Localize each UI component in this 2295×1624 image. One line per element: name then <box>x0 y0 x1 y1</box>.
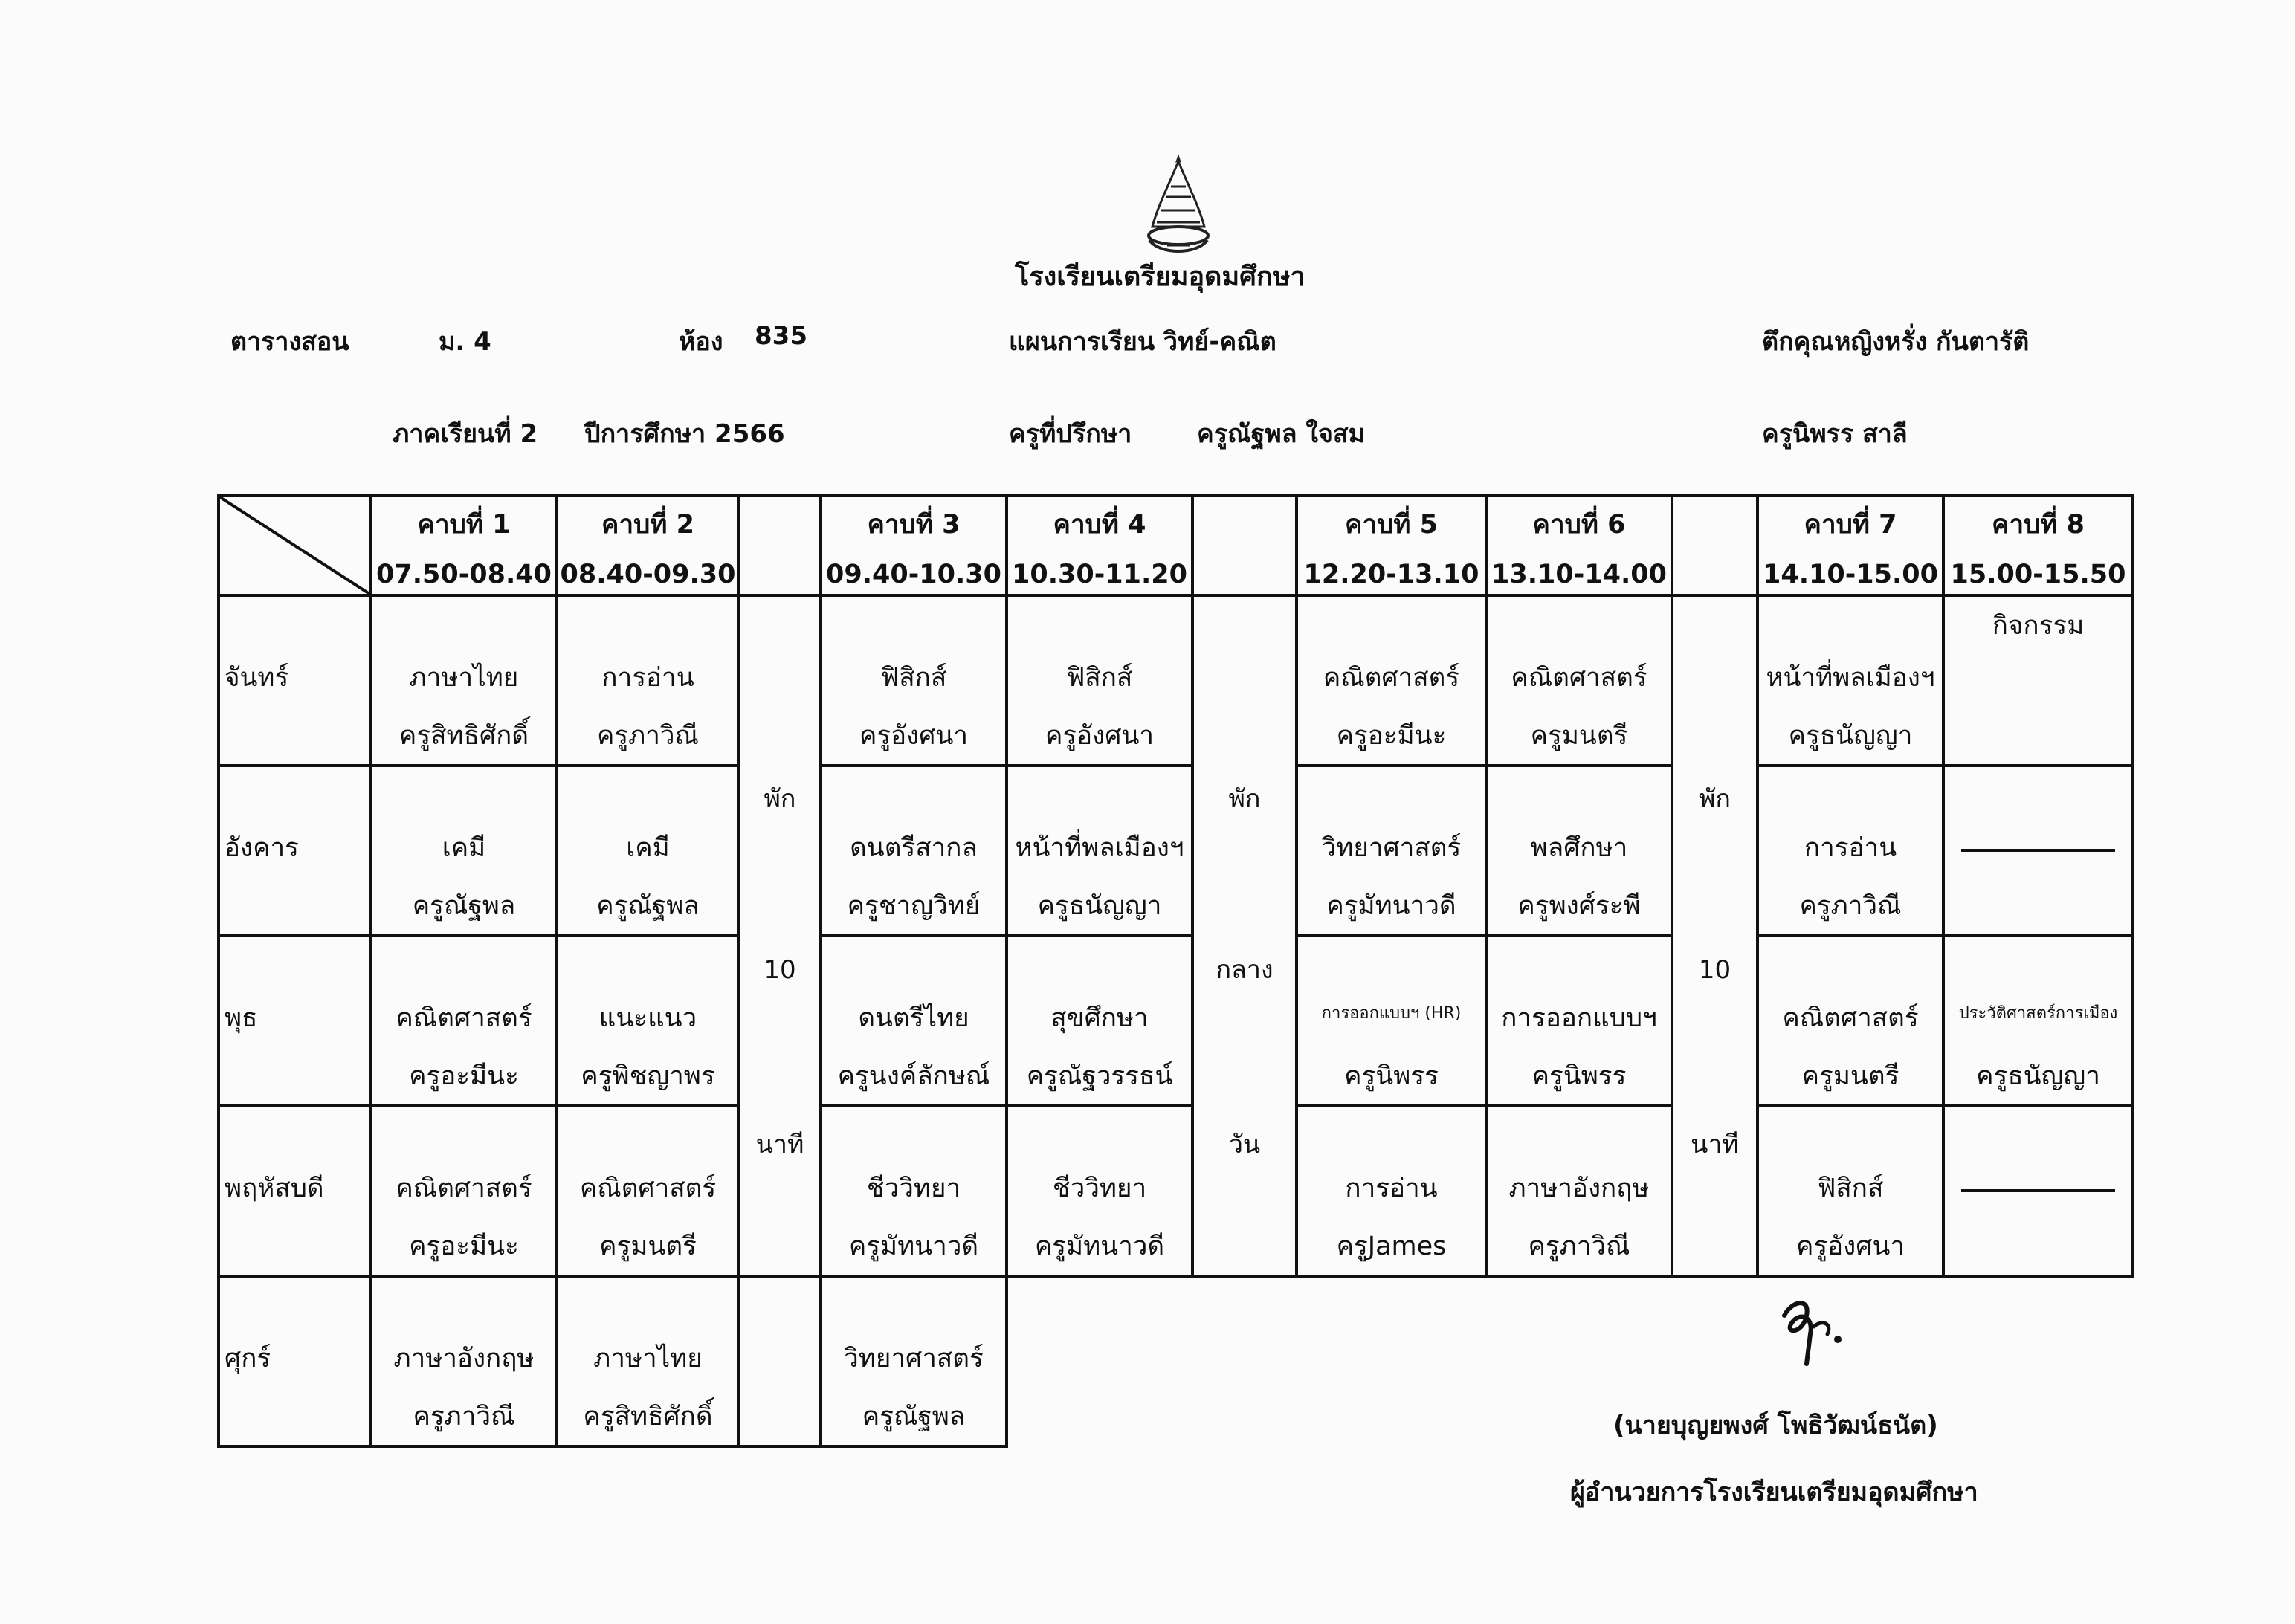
teacher-name: ครูณัฐพล <box>412 891 516 921</box>
period-time: 15.00-15.50 <box>1950 560 2126 589</box>
class-slot <box>1007 1106 1192 1276</box>
class-slot <box>1757 1106 1943 1276</box>
period-header <box>1007 496 1192 595</box>
class-slot <box>1486 1106 1672 1276</box>
subject-name: ฟิสิกส์ <box>880 663 947 693</box>
teacher-name: ครูณัฐวรรธน์ <box>1026 1061 1173 1091</box>
period-time: 14.10-15.00 <box>1763 560 1938 589</box>
class-slot <box>1486 936 1672 1106</box>
break-text: 10 <box>1698 955 1731 985</box>
morning-break-cell <box>739 595 821 1276</box>
study-program: แผนการเรียน วิทย์-คณิต <box>1009 327 1276 357</box>
class-slot <box>821 766 1007 936</box>
class-slot <box>1007 936 1192 1106</box>
day-row <box>219 936 2133 1106</box>
period-time: 13.10-14.00 <box>1491 560 1667 589</box>
subject-name: เคมี <box>626 833 670 863</box>
period-label: คาบที่ 7 <box>1804 510 1897 540</box>
lunch-header <box>1192 496 1297 595</box>
break-text: นาที <box>1691 1130 1739 1159</box>
signature-mark <box>1769 1293 1851 1368</box>
empty-slot-line <box>1961 849 2115 852</box>
break-text: วัน <box>1228 1130 1261 1159</box>
day-name-cell <box>219 1276 371 1446</box>
class-slot <box>1297 936 1486 1106</box>
grade-level: ม. 4 <box>439 327 491 357</box>
subject-name: การอ่าน <box>601 663 694 693</box>
period-label: คาบที่ 1 <box>417 510 511 540</box>
subject-name: การอ่าน <box>1345 1174 1438 1203</box>
subject-name: ฟิสิกส์ <box>1066 663 1133 693</box>
activity-label: กิจกรรม <box>1992 611 2085 641</box>
teacher-name: ครูมนตรี <box>1530 721 1628 751</box>
day-name: พฤหัสบดี <box>225 1174 324 1203</box>
break-header <box>1672 496 1757 595</box>
class-slot <box>557 766 739 936</box>
advisor-label: ครูที่ปรึกษา <box>1009 419 1132 449</box>
class-slot <box>1007 595 1192 766</box>
school-name: โรงเรียนเตรียมอุดมศึกษา <box>1015 262 1305 292</box>
teacher-name: ครูมัทนาวดี <box>1326 891 1456 921</box>
teacher-name: ครูมัทนาวดี <box>848 1232 979 1261</box>
class-slot <box>557 595 739 766</box>
period-header <box>1757 496 1943 595</box>
class-slot <box>1943 595 2133 766</box>
period-label: คาบที่ 6 <box>1532 510 1626 540</box>
teacher-name: ครูมนตรี <box>1801 1061 1899 1091</box>
semester: ภาคเรียนที่ 2 <box>393 419 538 449</box>
subject-name: ประวัติศาสตร์การเมือง <box>1958 1004 2118 1023</box>
teacher-name: ครูอะมีนะ <box>409 1232 519 1261</box>
teacher-name: ครูมนตรี <box>599 1232 697 1261</box>
class-slot <box>371 595 557 766</box>
teacher-name: ครูธนัญญา <box>1037 891 1162 921</box>
period-time: 08.40-09.30 <box>560 560 736 589</box>
subject-name: ชีววิทยา <box>1052 1174 1147 1203</box>
subject-name: สุขศึกษา <box>1050 1003 1149 1033</box>
subject-name: พลศึกษา <box>1530 833 1628 863</box>
day-row <box>219 1106 2133 1276</box>
class-slot <box>1486 595 1672 766</box>
class-slot <box>371 1276 557 1446</box>
period-time: 12.20-13.10 <box>1303 560 1479 589</box>
subject-name: ดนตรีไทย <box>858 1003 969 1033</box>
teacher-name: ครูอังศนา <box>859 721 969 751</box>
break-text: พัก <box>1228 784 1261 814</box>
class-slot <box>1007 766 1192 936</box>
subject-name: ภาษาอังกฤษ <box>393 1344 535 1374</box>
period-header <box>1486 496 1672 595</box>
period-label: คาบที่ 3 <box>867 510 961 540</box>
teacher-name: ครูธนัญญา <box>1788 721 1913 751</box>
subject-name: คณิตศาสตร์ <box>579 1174 717 1203</box>
period-header <box>371 496 557 595</box>
class-slot <box>371 1106 557 1276</box>
teacher-name: ครูพงศ์ระพี <box>1517 891 1641 921</box>
subject-name: วิทยาศาสตร์ <box>844 1344 984 1374</box>
teacher-name: ครูมัทนาวดี <box>1034 1232 1165 1261</box>
break-text: พัก <box>764 784 796 814</box>
day-row <box>219 595 2133 766</box>
day-name: ศุกร์ <box>225 1344 271 1374</box>
subject-name: คณิตศาสตร์ <box>1782 1003 1919 1033</box>
empty-slot-line <box>1961 1189 2115 1192</box>
class-slot <box>1943 936 2133 1106</box>
teacher-name: ครูภาวิณี <box>1528 1232 1630 1261</box>
corner-cell <box>219 496 371 595</box>
day-name-cell <box>219 766 371 936</box>
break-text: พัก <box>1699 784 1731 814</box>
period-time: 07.50-08.40 <box>376 560 552 589</box>
class-slot <box>557 1276 739 1446</box>
class-slot <box>821 1106 1007 1276</box>
class-slot <box>1757 936 1943 1106</box>
signer-name: (นายบุญยพงศ์ โพธิวัฒน์ธนัต) <box>1613 1411 1938 1440</box>
advisor-name-1: ครูณัฐพล ใจสม <box>1197 419 1366 449</box>
class-slot <box>821 595 1007 766</box>
day-name-cell <box>219 595 371 766</box>
teacher-name: ครูนิพรร <box>1344 1061 1439 1091</box>
teacher-name: ครูอะมีนะ <box>409 1061 519 1091</box>
class-slot <box>1757 766 1943 936</box>
period-header <box>1297 496 1486 595</box>
subject-name: การออกแบบฯ (HR) <box>1321 1004 1462 1023</box>
day-name: อังคาร <box>225 833 299 863</box>
subject-name: คณิตศาสตร์ <box>1511 663 1647 693</box>
period-label: คาบที่ 4 <box>1053 510 1146 540</box>
advisor-name-2: ครูนิพรร สาลี <box>1762 419 1908 449</box>
teacher-name: ครูณัฐพล <box>862 1402 966 1431</box>
teacher-name: ครูอังศนา <box>1045 721 1155 751</box>
lunch-break-cell <box>1192 595 1297 1276</box>
subject-name: ฟิสิกส์ <box>1817 1174 1884 1203</box>
break-header <box>739 496 821 595</box>
header-row <box>219 496 2133 595</box>
subject-name: เคมี <box>442 833 486 863</box>
break-text: 10 <box>764 955 796 985</box>
class-slot <box>821 936 1007 1106</box>
teacher-name: ครูธนัญญา <box>1976 1061 2100 1091</box>
day-name: จันทร์ <box>225 663 289 693</box>
period-header <box>557 496 739 595</box>
subject-name: ดนตรีสากล <box>850 833 978 863</box>
class-slot <box>1943 766 2133 936</box>
break-cell-continued <box>739 1276 821 1446</box>
class-slot <box>1297 1106 1486 1276</box>
period-header <box>1943 496 2133 595</box>
class-slot <box>1486 766 1672 936</box>
class-slot <box>557 1106 739 1276</box>
teacher-name: ครูJames <box>1336 1232 1447 1261</box>
subject-name: คณิตศาสตร์ <box>1323 663 1460 693</box>
subject-name: ชีววิทยา <box>866 1174 961 1203</box>
class-slot <box>1297 766 1486 936</box>
subject-name: วิทยาศาสตร์ <box>1321 833 1462 863</box>
break-text: กลาง <box>1216 955 1274 985</box>
break-text: นาที <box>755 1130 804 1159</box>
teacher-name: ครูนิพรร <box>1531 1061 1627 1091</box>
subject-name: ภาษาไทย <box>409 663 519 693</box>
day-name-cell <box>219 936 371 1106</box>
teacher-name: ครูสิทธิศักดิ์ <box>398 721 529 751</box>
period-header <box>821 496 1007 595</box>
teacher-name: ครูสิทธิศักดิ์ <box>583 1402 713 1431</box>
schedule-label: ตารางสอน <box>230 327 349 357</box>
subject-name: คณิตศาสตร์ <box>396 1174 532 1203</box>
teacher-name: ครูอังศนา <box>1795 1232 1905 1261</box>
subject-name: ภาษาอังกฤษ <box>1508 1174 1650 1203</box>
class-slot <box>371 766 557 936</box>
teacher-name: ครูภาวิณี <box>1799 891 1902 921</box>
class-slot <box>371 936 557 1106</box>
day-name-cell <box>219 1106 371 1276</box>
teacher-name: ครูนงค์ลักษณ์ <box>837 1061 990 1091</box>
subject-name: หน้าที่พลเมืองฯ <box>1015 833 1184 863</box>
subject-name: ภาษาไทย <box>593 1344 703 1374</box>
subject-name: การออกแบบฯ <box>1501 1003 1657 1033</box>
teacher-name: ครูชาญวิทย์ <box>847 891 981 921</box>
subject-name: การอ่าน <box>1804 833 1897 863</box>
class-slot <box>1297 595 1486 766</box>
day-row <box>219 766 2133 936</box>
teacher-name: ครูภาวิณี <box>596 721 700 751</box>
class-slot <box>1943 1106 2133 1276</box>
class-slot <box>557 936 739 1106</box>
teacher-name: ครูพิชญาพร <box>581 1061 715 1091</box>
subject-name: หน้าที่พลเมืองฯ <box>1766 663 1935 693</box>
subject-name: คณิตศาสตร์ <box>396 1003 532 1033</box>
subject-name: แนะแนว <box>598 1003 697 1033</box>
teacher-name: ครูอะมีนะ <box>1336 721 1447 751</box>
period-label: คาบที่ 8 <box>1992 510 2085 540</box>
class-slot <box>821 1276 1007 1446</box>
school-emblem-icon <box>1145 152 1212 260</box>
period-time: 09.40-10.30 <box>826 560 1001 589</box>
day-name: พุธ <box>225 1003 258 1033</box>
period-label: คาบที่ 2 <box>601 510 694 540</box>
building-name: ตึกคุณหญิงหรั่ง กันตารัติ <box>1762 327 2030 357</box>
room-number: 835 <box>755 321 807 351</box>
period-label: คาบที่ 5 <box>1345 510 1438 540</box>
signer-title: ผู้อำนวยการโรงเรียนเตรียมอุดมศึกษา <box>1570 1478 1978 1507</box>
empty-area <box>1007 1276 2133 1446</box>
afternoon-break-cell <box>1672 595 1757 1276</box>
period-time: 10.30-11.20 <box>1012 560 1187 589</box>
teacher-name: ครูภาวิณี <box>413 1402 515 1431</box>
room-label: ห้อง <box>679 327 723 357</box>
academic-year: ปีการศึกษา 2566 <box>584 419 785 449</box>
class-slot <box>1757 595 1943 766</box>
teacher-name: ครูณัฐพล <box>596 891 700 921</box>
